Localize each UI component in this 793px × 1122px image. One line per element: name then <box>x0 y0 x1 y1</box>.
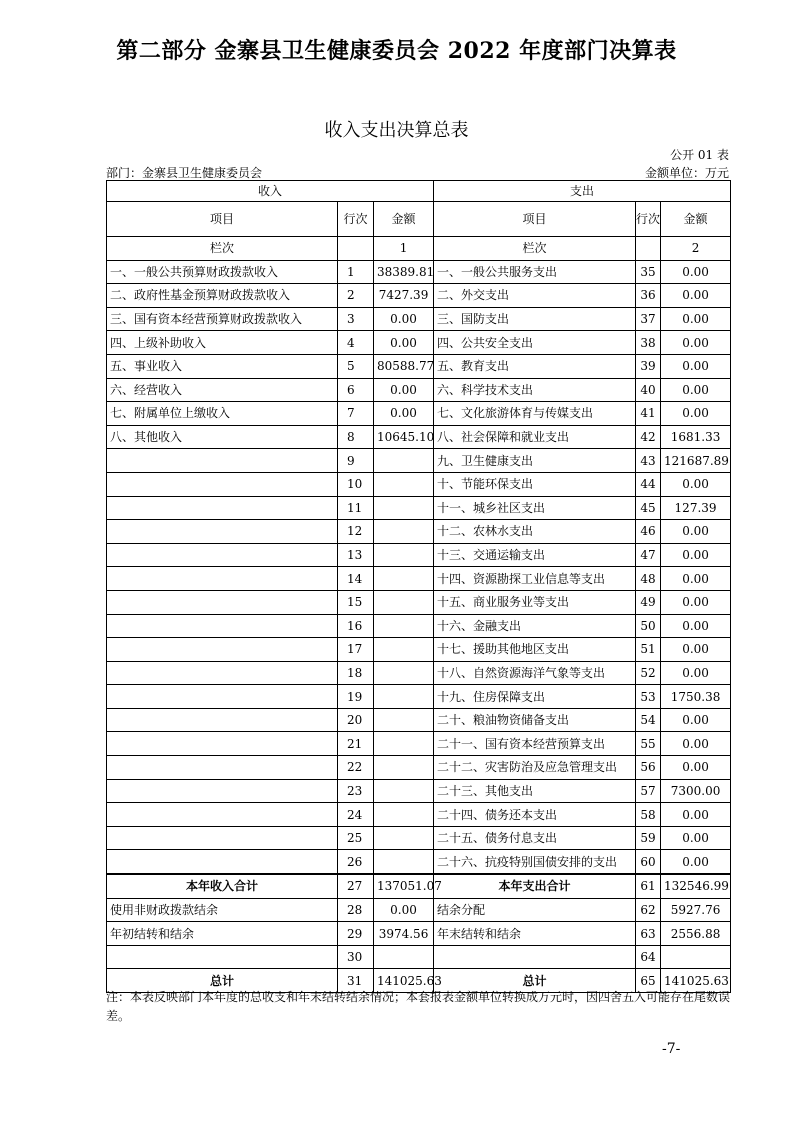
table-row <box>107 284 731 308</box>
expense-total-line: 65 <box>636 969 661 993</box>
table-row <box>107 402 731 426</box>
expense-amount: 0.00 <box>661 708 731 732</box>
expense-line: 35 <box>636 260 661 284</box>
expense-amount: 0.00 <box>661 567 731 591</box>
income-item: 三、国有资本经营预算财政拨款收入 <box>107 307 338 331</box>
expense-amount: 1750.38 <box>661 685 731 709</box>
expense-amount: 0.00 <box>661 826 731 850</box>
expense-amount: 0.00 <box>661 284 731 308</box>
expense-total-item: 结余分配 <box>434 898 636 922</box>
expense-line: 37 <box>636 307 661 331</box>
expense-amount: 121687.89 <box>661 449 731 473</box>
expense-item: 二十三、其他支出 <box>434 779 636 803</box>
expense-line: 45 <box>636 496 661 520</box>
income-line: 18 <box>338 661 374 685</box>
expense-item: 七、文化旅游体育与传媒支出 <box>434 402 636 426</box>
income-total-amount: 137051.07 <box>374 874 434 898</box>
income-line: 4 <box>338 331 374 355</box>
income-amount <box>374 543 434 567</box>
expense-item: 十五、商业服务业等支出 <box>434 590 636 614</box>
income-amount <box>374 850 434 874</box>
table-row <box>107 425 731 449</box>
income-item: 四、上级补助收入 <box>107 331 338 355</box>
expense-total-amount: 141025.63 <box>661 969 731 993</box>
income-line: 13 <box>338 543 374 567</box>
expense-amount: 0.00 <box>661 590 731 614</box>
expense-item: 二十六、抗疫特别国债安排的支出 <box>434 850 636 874</box>
income-amount: 0.00 <box>374 307 434 331</box>
expense-line: 36 <box>636 284 661 308</box>
income-total-line: 31 <box>338 969 374 993</box>
income-item <box>107 732 338 756</box>
income-line: 16 <box>338 614 374 638</box>
table-row <box>107 260 731 284</box>
expense-item: 九、卫生健康支出 <box>434 449 636 473</box>
table-row <box>107 472 731 496</box>
income-item <box>107 449 338 473</box>
expense-total-line: 62 <box>636 898 661 922</box>
income-item <box>107 803 338 827</box>
table-title: 收入支出决算总表 <box>324 120 469 141</box>
income-item: 一、一般公共预算财政拨款收入 <box>107 260 338 284</box>
income-item <box>107 708 338 732</box>
income-line: 1 <box>338 260 374 284</box>
income-amount: 80588.77 <box>374 354 434 378</box>
expense-amount: 0.00 <box>661 260 731 284</box>
expense-amount: 0.00 <box>661 803 731 827</box>
income-line: 17 <box>338 638 374 662</box>
expense-total-item <box>434 945 636 969</box>
income-line: 3 <box>338 307 374 331</box>
expense-amount: 0.00 <box>661 638 731 662</box>
table-row <box>107 496 731 520</box>
income-amount <box>374 614 434 638</box>
expense-line: 48 <box>636 567 661 591</box>
expense-total-amount: 2556.88 <box>661 922 731 946</box>
income-item <box>107 826 338 850</box>
income-amount <box>374 590 434 614</box>
total-row <box>107 874 731 898</box>
income-line: 26 <box>338 850 374 874</box>
income-item <box>107 496 338 520</box>
income-line: 20 <box>338 708 374 732</box>
total-row <box>107 945 731 969</box>
income-amount: 7427.39 <box>374 284 434 308</box>
group-header-row <box>107 181 731 202</box>
expense-amount: 1681.33 <box>661 425 731 449</box>
income-total-item <box>107 945 338 969</box>
column-index-row <box>107 237 731 261</box>
income-item-header: 项目 <box>107 202 338 237</box>
income-item <box>107 590 338 614</box>
expense-amount: 7300.00 <box>661 779 731 803</box>
expense-item: 十一、城乡社区支出 <box>434 496 636 520</box>
income-item <box>107 567 338 591</box>
expense-line: 50 <box>636 614 661 638</box>
income-amount: 0.00 <box>374 378 434 402</box>
expense-line: 54 <box>636 708 661 732</box>
expense-amount: 0.00 <box>661 850 731 874</box>
income-amount <box>374 567 434 591</box>
expense-amount: 0.00 <box>661 661 731 685</box>
table-row <box>107 661 731 685</box>
expense-total-amount: 132546.99 <box>661 874 731 898</box>
income-amount <box>374 638 434 662</box>
expense-line: 57 <box>636 779 661 803</box>
income-line: 6 <box>338 378 374 402</box>
expense-item: 一、一般公共服务支出 <box>434 260 636 284</box>
income-total-item: 总计 <box>107 969 338 993</box>
income-header: 收入 <box>107 181 434 202</box>
expense-total-item: 总计 <box>434 969 636 993</box>
income-total-item: 使用非财政拨款结余 <box>107 898 338 922</box>
income-line: 21 <box>338 732 374 756</box>
expense-total-line: 63 <box>636 922 661 946</box>
income-item <box>107 756 338 780</box>
table-row <box>107 803 731 827</box>
form-number: 公开 01 表 <box>670 148 729 162</box>
expense-line: 43 <box>636 449 661 473</box>
table-row <box>107 567 731 591</box>
expense-line: 38 <box>636 331 661 355</box>
expense-amount: 0.00 <box>661 472 731 496</box>
income-total-amount: 0.00 <box>374 898 434 922</box>
expense-item: 二十、粮油物资储备支出 <box>434 708 636 732</box>
table-row <box>107 732 731 756</box>
expense-amount: 0.00 <box>661 732 731 756</box>
expense-total-line: 64 <box>636 945 661 969</box>
income-amount <box>374 496 434 520</box>
table-row <box>107 850 731 874</box>
total-row <box>107 922 731 946</box>
income-expense-table <box>106 180 731 993</box>
income-total-amount: 141025.63 <box>374 969 434 993</box>
expense-line: 44 <box>636 472 661 496</box>
expense-item: 十八、自然资源海洋气象等支出 <box>434 661 636 685</box>
expense-line: 51 <box>636 638 661 662</box>
income-col-label: 栏次 <box>107 237 338 261</box>
income-item <box>107 638 338 662</box>
expense-col-label: 栏次 <box>434 237 636 261</box>
table-row <box>107 354 731 378</box>
income-amount <box>374 472 434 496</box>
unit-label: 金额单位：万元 <box>644 166 729 180</box>
expense-amount: 0.00 <box>661 402 731 426</box>
income-amount <box>374 661 434 685</box>
expense-item: 三、国防支出 <box>434 307 636 331</box>
table-row <box>107 520 731 544</box>
income-total-line: 30 <box>338 945 374 969</box>
income-line: 24 <box>338 803 374 827</box>
expense-line: 47 <box>636 543 661 567</box>
income-line: 25 <box>338 826 374 850</box>
income-amount <box>374 826 434 850</box>
income-amount <box>374 779 434 803</box>
income-item <box>107 779 338 803</box>
income-amount <box>374 685 434 709</box>
income-line: 22 <box>338 756 374 780</box>
table-row <box>107 378 731 402</box>
income-line: 7 <box>338 402 374 426</box>
income-amount: 0.00 <box>374 402 434 426</box>
expense-item: 十九、住房保障支出 <box>434 685 636 709</box>
income-line: 14 <box>338 567 374 591</box>
income-col-number: 1 <box>374 237 434 261</box>
expense-amount: 0.00 <box>661 614 731 638</box>
income-amount <box>374 803 434 827</box>
table-row <box>107 614 731 638</box>
income-item: 七、附属单位上缴收入 <box>107 402 338 426</box>
table-row <box>107 779 731 803</box>
income-line: 2 <box>338 284 374 308</box>
income-line: 19 <box>338 685 374 709</box>
income-item <box>107 472 338 496</box>
expense-item: 四、公共安全支出 <box>434 331 636 355</box>
expense-item: 十、节能环保支出 <box>434 472 636 496</box>
expense-amount-header: 金额 <box>661 202 731 237</box>
expense-amount: 0.00 <box>661 756 731 780</box>
expense-line: 52 <box>636 661 661 685</box>
income-total-line: 28 <box>338 898 374 922</box>
income-amount: 10645.10 <box>374 425 434 449</box>
income-line: 9 <box>338 449 374 473</box>
expense-line: 42 <box>636 425 661 449</box>
income-line-header: 行次 <box>338 202 374 237</box>
income-line: 8 <box>338 425 374 449</box>
table-row <box>107 590 731 614</box>
income-amount <box>374 708 434 732</box>
income-amount <box>374 520 434 544</box>
table-row <box>107 685 731 709</box>
expense-item: 二十四、债务还本支出 <box>434 803 636 827</box>
expense-line: 49 <box>636 590 661 614</box>
expense-col-line-blank <box>636 237 661 261</box>
expense-item: 八、社会保障和就业支出 <box>434 425 636 449</box>
expense-amount: 0.00 <box>661 307 731 331</box>
department-label: 部门：金寨县卫生健康委员会 <box>106 166 263 180</box>
expense-item: 十二、农林水支出 <box>434 520 636 544</box>
expense-line: 58 <box>636 803 661 827</box>
income-amount <box>374 449 434 473</box>
expense-amount: 0.00 <box>661 331 731 355</box>
expense-item: 十七、援助其他地区支出 <box>434 638 636 662</box>
expense-item: 十四、资源勘探工业信息等支出 <box>434 567 636 591</box>
income-line: 23 <box>338 779 374 803</box>
income-line: 10 <box>338 472 374 496</box>
table-row <box>107 756 731 780</box>
expense-line: 55 <box>636 732 661 756</box>
income-item: 二、政府性基金预算财政拨款收入 <box>107 284 338 308</box>
income-amount-header: 金额 <box>374 202 434 237</box>
income-line: 12 <box>338 520 374 544</box>
expense-header: 支出 <box>434 181 731 202</box>
expense-total-amount <box>661 945 731 969</box>
income-item: 五、事业收入 <box>107 354 338 378</box>
expense-item: 二十五、债务付息支出 <box>434 826 636 850</box>
expense-line: 46 <box>636 520 661 544</box>
expense-line: 53 <box>636 685 661 709</box>
income-total-item: 年初结转和结余 <box>107 922 338 946</box>
income-col-line-blank <box>338 237 374 261</box>
income-item <box>107 850 338 874</box>
expense-amount: 0.00 <box>661 520 731 544</box>
part-title: 第二部分 金寨县卫生健康委员会 2022 年度部门决算表 <box>116 38 677 64</box>
expense-item: 五、教育支出 <box>434 354 636 378</box>
expense-col-number: 2 <box>661 237 731 261</box>
expense-line: 59 <box>636 826 661 850</box>
expense-total-amount: 5927.76 <box>661 898 731 922</box>
expense-line: 60 <box>636 850 661 874</box>
expense-total-item: 本年支出合计 <box>434 874 636 898</box>
income-total-line: 29 <box>338 922 374 946</box>
expense-item-header: 项目 <box>434 202 636 237</box>
expense-item: 六、科学技术支出 <box>434 378 636 402</box>
income-total-amount: 3974.56 <box>374 922 434 946</box>
income-item <box>107 685 338 709</box>
expense-amount: 0.00 <box>661 543 731 567</box>
expense-line: 41 <box>636 402 661 426</box>
expense-item: 二、外交支出 <box>434 284 636 308</box>
expense-item: 十六、金融支出 <box>434 614 636 638</box>
income-item <box>107 543 338 567</box>
page-number: -7- <box>662 1041 681 1057</box>
expense-total-item: 年末结转和结余 <box>434 922 636 946</box>
expense-line: 40 <box>636 378 661 402</box>
column-header-row <box>107 202 731 237</box>
table-row <box>107 708 731 732</box>
expense-amount: 0.00 <box>661 378 731 402</box>
expense-line-header: 行次 <box>636 202 661 237</box>
income-item: 八、其他收入 <box>107 425 338 449</box>
footnote: 注：本表反映部门本年度的总收支和年末结转结余情况；本套报表金额单位转换成万元时，因四舍五入可能存在尾数误差。 <box>106 990 731 1023</box>
income-amount <box>374 756 434 780</box>
table-row <box>107 543 731 567</box>
expense-line: 56 <box>636 756 661 780</box>
income-item: 六、经营收入 <box>107 378 338 402</box>
expense-item: 二十一、国有资本经营预算支出 <box>434 732 636 756</box>
income-item <box>107 614 338 638</box>
income-line: 11 <box>338 496 374 520</box>
total-row <box>107 898 731 922</box>
income-amount <box>374 732 434 756</box>
income-amount: 38389.81 <box>374 260 434 284</box>
expense-item: 二十二、灾害防治及应急管理支出 <box>434 756 636 780</box>
table-row <box>107 638 731 662</box>
table-row <box>107 449 731 473</box>
income-line: 5 <box>338 354 374 378</box>
income-item <box>107 661 338 685</box>
table-row <box>107 331 731 355</box>
expense-amount: 0.00 <box>661 354 731 378</box>
expense-line: 39 <box>636 354 661 378</box>
income-line: 15 <box>338 590 374 614</box>
income-item <box>107 520 338 544</box>
table-row <box>107 307 731 331</box>
income-total-item: 本年收入合计 <box>107 874 338 898</box>
income-total-line: 27 <box>338 874 374 898</box>
expense-item: 十三、交通运输支出 <box>434 543 636 567</box>
income-total-amount <box>374 945 434 969</box>
table-row <box>107 826 731 850</box>
income-amount: 0.00 <box>374 331 434 355</box>
expense-amount: 127.39 <box>661 496 731 520</box>
expense-total-line: 61 <box>636 874 661 898</box>
